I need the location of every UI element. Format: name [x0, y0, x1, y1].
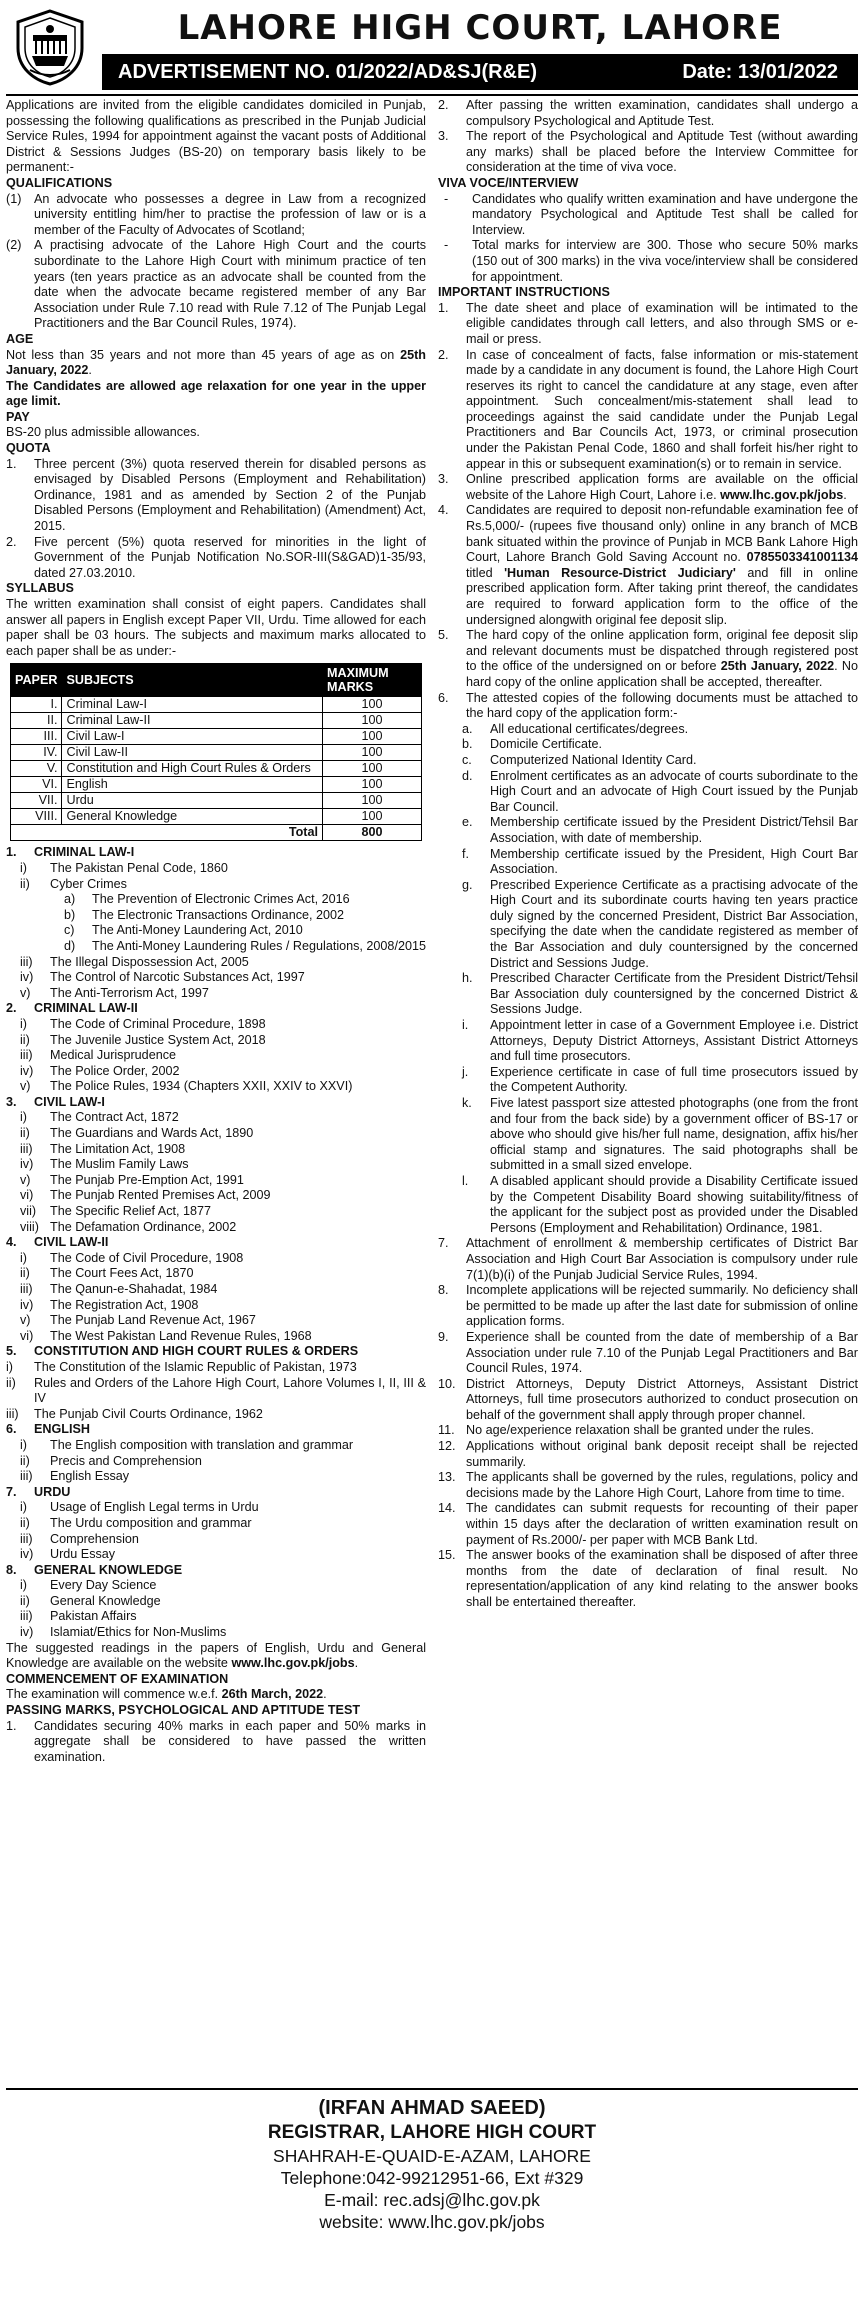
- list-item: ii) Precis and Comprehension: [20, 1453, 202, 1468]
- age-text: Not less than 35 years and not more than 45 years of age as on 25th January, 2022.: [6, 347, 427, 378]
- jobs-website-link[interactable]: www.lhc.gov.pk/jobs: [720, 487, 844, 502]
- column-header-subjects: SUBJECTS: [62, 664, 323, 697]
- syllabus-heading: SYLLABUS: [6, 581, 74, 596]
- paper-heading: 7. URDU: [6, 1484, 71, 1499]
- list-item: 2. After passing the written examination, candidates shall undergo a compulsory Psychological and Aptitude Test.: [438, 98, 858, 128]
- list-item: g. Prescribed Experience Certificate as a practising advocate of the High Court and its subordinate courts having ten years practice duly signed by the concerned President, District Bar Association, specifying the date when the candidate registered as member of the Bar Association and duly countersigned by the concerned District and Sessions Judge.: [462, 877, 858, 970]
- list-item: i) The English composition with translation and grammar: [20, 1437, 354, 1452]
- table-row: I. Criminal Law-I 100: [11, 697, 422, 713]
- list-item: 12. Applications without original bank deposit receipt shall be rejected summarily.: [438, 1439, 858, 1469]
- list-item: 7. Attachment of enrollment & membership certificates of District Bar Association and High Court Bar Association is compulsory under rule 7(1)(b)(i) of the Punjab Judicial Service Rules, 1994.: [438, 1236, 858, 1282]
- paper-heading: 1. CRIMINAL LAW-I: [6, 845, 135, 860]
- readings-text: The suggested readings in the papers of English, Urdu and General Knowledge are available on the website www.lhc.gov.pk/jobs.: [6, 1640, 426, 1671]
- intro-paragraph: Applications are invited from the eligible candidates domiciled in Punjab, possessing the following qualifications as prescribed in the Punjab Judicial Service Rules, 1994 for appointment against the vacant posts of Additional District & Sessions Judges (BS-20) on temporary basis likely to be permanent:-: [6, 98, 426, 175]
- list-item: ii) Cyber Crimes: [20, 876, 127, 891]
- list-item: iv) The Control of Narcotic Substances Act, 1997: [20, 970, 305, 985]
- viva-heading: VIVA VOCE/INTERVIEW: [438, 175, 579, 190]
- list-item: i. Appointment letter in case of a Government Employee i.e. District Attorneys, Deputy District Attorneys, Assistant District Attorneys and full time prosecutors.: [462, 1018, 858, 1064]
- list-item: 4. Candidates are required to deposit non-refundable examination fee of Rs.5,000/- (rupees five thousand only) online in any branch of MCB bank situated within the province of Punjab in MCB Bank Lahore High Court, Lahore Branch Gold Saving Account no. 0785503341001134 titled 'Human Resource-District Judiciary' and fill in online prescribed application form. After taking print thereof, the candidates are required to forward application form to the office of the undersigned alongwith original fee deposit slip.: [438, 503, 859, 627]
- list-item: ii) The Court Fees Act, 1870: [20, 1266, 194, 1281]
- commencement-heading: COMMENCEMENT OF EXAMINATION: [6, 1671, 229, 1686]
- list-item: 2. In case of concealment of facts, false information or mis-statement made by a candidate in any document is found, the Lahore High Court reserves its right to cancel the candidature at any stage, even after appointment. Such concealment/mis-statement shall lead to proceedings against the said candidate under the Punjab Legal Practitioners and Bar Councils Act, 1973, or criminal prosecution under the Pakistan Penal Code, 1860 and shall forfeit his/her right to appear in this or subsequent examination(s) or to remain in service.: [438, 347, 858, 471]
- list-item: ii) The Juvenile Justice System Act, 2018: [20, 1032, 266, 1047]
- table-row: II. Criminal Law-II 100: [11, 713, 422, 729]
- list-item: viii) The Defamation Ordinance, 2002: [20, 1219, 237, 1234]
- list-item: 13. The applicants shall be governed by the rules, regulations, policy and decisions made by the Lahore High Court, Lahore from time to time.: [438, 1470, 858, 1500]
- passing-heading: PASSING MARKS, PSYCHOLOGICAL AND APTITUDE TEST: [6, 1703, 361, 1718]
- left-column: [6, 98, 426, 1765]
- list-item: iv) Urdu Essay: [20, 1547, 116, 1562]
- readings-website-link[interactable]: www.lhc.gov.pk/jobs: [231, 1656, 355, 1671]
- list-item: v) The Punjab Land Revenue Act, 1967: [20, 1313, 256, 1328]
- list-item: b. Domicile Certificate.: [462, 737, 602, 752]
- list-item: c) The Anti-Money Laundering Act, 2010: [64, 923, 303, 938]
- table-total-row: Total 800: [11, 825, 422, 841]
- list-item: e. Membership certificate issued by the President District/Tehsil Bar Association, with date of membership.: [462, 815, 858, 845]
- list-item: 3. Online prescribed application forms are available on the official website of the Lahore High Court, Lahore i.e. www.lhc.gov.pk/jobs.: [438, 472, 858, 502]
- list-item: vi) The Punjab Rented Premises Act, 2009: [20, 1188, 271, 1203]
- list-item: i) Every Day Science: [20, 1578, 157, 1593]
- advertisement-bar: [102, 54, 858, 90]
- table-row: VIII. General Knowledge 100: [11, 809, 422, 825]
- pay-heading: PAY: [6, 409, 30, 424]
- pay-text: BS-20 plus admissible allowances.: [6, 425, 200, 440]
- list-item: iii) The Illegal Dispossession Act, 2005: [20, 954, 249, 969]
- registrar-name: (IRFAN AHMAD SAEED): [318, 2097, 546, 2119]
- list-item: c. Computerized National Identity Card.: [462, 752, 697, 767]
- list-item: 6. The attested copies of the following documents must be attached to the hard copy of the application form:-: [438, 690, 858, 721]
- list-item: 9. Experience shall be counted from the date of membership of a Bar Association under rule 7.10 of the Punjab Legal Practitioners and Bar Council Rules, 1974.: [438, 1329, 858, 1376]
- list-item: h. Prescribed Character Certificate from the President District/Tehsil Bar Association duly countersigned by the concerned District & Sessions Judge.: [462, 971, 858, 1017]
- registrar-designation: REGISTRAR, LAHORE HIGH COURT: [267, 2122, 597, 2143]
- list-item: (1) An advocate who possesses a degree in Law from a recognized university entitling him/her to practise the profession of law or is a member of the Faculty of Advocates of Scotland;: [6, 191, 426, 237]
- list-item: vii) The Specific Relief Act, 1877: [20, 1204, 212, 1219]
- qualifications-heading: QUALIFICATIONS: [6, 175, 113, 190]
- table-row: V. Constitution and High Court Rules & Orders 100: [11, 761, 422, 777]
- column-header-marks: MAXIMUM MARKS: [323, 664, 422, 697]
- list-item: 8. Incomplete applications will be rejected summarily. No deficiency shall be permitted to be made up after the last date for submission of online application forms.: [438, 1283, 858, 1329]
- list-item: iii) The Limitation Act, 1908: [20, 1141, 186, 1156]
- list-item: i) The Code of Civil Procedure, 1908: [20, 1250, 244, 1265]
- list-item: d) The Anti-Money Laundering Rules / Regulations, 2008/2015: [64, 938, 426, 953]
- account-number: 0785503341001134: [746, 550, 858, 565]
- list-item: i) The Pakistan Penal Code, 1860: [20, 860, 228, 875]
- table-row: VI. English 100: [11, 777, 422, 793]
- list-item: i) The Contract Act, 1872: [20, 1110, 179, 1125]
- list-item: 1. Three percent (3%) quota reserved therein for disabled persons as envisaged by Disabled Persons (Employment and Rehabilitation) Ordinance, 1981 and as amended by Section 2 of the Punjab Disabled Persons (Employment and Rehabilitation) (Amendment) Act, 2015.: [6, 456, 426, 534]
- syllabus-table: [10, 663, 422, 841]
- punjab-crest-icon: [12, 8, 88, 86]
- list-item: 11. No age/experience relaxation shall be granted under the rules.: [438, 1423, 814, 1438]
- paper-heading: 6. ENGLISH: [6, 1422, 90, 1437]
- table-row: VII. Urdu 100: [11, 793, 422, 809]
- list-item: 14. The candidates can submit requests for recounting of their paper within 15 days after the declaration of written examination result on payment of Rs.2000/- per paper with MCB Bank Ltd.: [438, 1501, 858, 1547]
- page-title: LAHORE HIGH COURT, LAHORE: [177, 8, 783, 48]
- list-item: i) The Code of Criminal Procedure, 1898: [20, 1016, 266, 1031]
- registrar-address: SHAHRAH-E-QUAID-E-AZAM, LAHORE: [273, 2146, 591, 2166]
- list-item: 1. The date sheet and place of examination will be intimated to the eligible candidates through call letters, and also through SMS or e-mail or press.: [438, 300, 858, 346]
- footer-signature: [6, 2088, 858, 2233]
- list-item: iv) Islamiat/Ethics for Non-Muslims: [20, 1625, 227, 1640]
- commencement-text: The examination will commence w.e.f. 26th March, 2022.: [6, 1687, 327, 1702]
- list-item: iv) The Police Order, 2002: [20, 1063, 180, 1078]
- list-item: ii) The Urdu composition and grammar: [20, 1515, 252, 1530]
- list-item: ii) Rules and Orders of the Lahore High Court, Lahore Volumes I, II, III & IV: [6, 1375, 426, 1406]
- advertisement-page: [6, 4, 858, 2301]
- list-item: - Candidates who qualify written examination and have undergone the mandatory Psychological and Aptitude Test shall be called for Interview.: [444, 191, 858, 237]
- age-relaxation: The Candidates are allowed age relaxation for one year in the upper age limit.: [6, 378, 426, 409]
- list-item: f. Membership certificate issued by the President, High Court Bar Association.: [462, 846, 858, 877]
- list-item: iv) The Registration Act, 1908: [20, 1297, 199, 1312]
- paper-heading: 8. GENERAL KNOWLEDGE: [6, 1562, 183, 1577]
- paper-heading: 2. CRIMINAL LAW-II: [6, 1001, 138, 1016]
- list-item: 10. District Attorneys, Deputy District Attorneys, Assistant District Attorneys, full time prosecutors authorized to conduct prosecution on behalf of the government shall apply through proper channel.: [438, 1376, 858, 1422]
- list-item: l. A disabled applicant should provide a Disability Certificate issued by the Competent Disability Board showing suitability/fitness of the applicant for the subject post as provided under the Disabled Persons (Employment and Rehabilitation) Ordinance, 1981.: [462, 1173, 858, 1235]
- account-title: 'Human Resource-District Judiciary': [504, 565, 736, 580]
- column-header-paper: PAPER: [11, 664, 62, 697]
- list-item: 15. The answer books of the examination shall be disposed of after three months from the date of declaration of final result. No representation/application of any kind relating to the answer books shall be entertained thereafter.: [438, 1548, 858, 1609]
- syllabus-text: The written examination shall consist of eight papers. Candidates shall answer all papers in English except Paper VII, Urdu. Time allowed for each paper shall be 03 hours. The subjects and maximum marks allocated to each paper shall be as under:-: [6, 597, 426, 658]
- list-item: b) The Electronic Transactions Ordinance, 2002: [64, 907, 345, 922]
- age-heading: AGE: [6, 331, 34, 346]
- list-item: a. All educational certificates/degrees.: [462, 721, 689, 736]
- list-item: iii) English Essay: [20, 1469, 130, 1484]
- telephone: Telephone:042-99212951-66, Ext #329: [280, 2168, 584, 2188]
- list-item: iii) Medical Jurisprudence: [20, 1048, 176, 1063]
- list-item: ii) The Guardians and Wards Act, 1890: [20, 1126, 254, 1141]
- advertisement-date: Date: 13/01/2022: [682, 61, 838, 83]
- list-item: a) The Prevention of Electronic Crimes Act, 2016: [64, 892, 350, 907]
- list-item: (2) A practising advocate of the Lahore High Court and the courts subordinate to the Lahore High Court with minimum practice of ten years (ten years practice as an advocate shall be counted from the date when the advocate became registered member of any Bar Association under Rule 7.10 read with Rule 7.12 of The Punjab Legal Practitioners and the Bar Council Rules, 1974).: [6, 238, 426, 331]
- paper-heading: 5. CONSTITUTION AND HIGH COURT RULES & ORDERS: [6, 1344, 359, 1359]
- list-item: - Total marks for interview are 300. Those who secure 50% marks (150 out of 300 marks) in the viva voce/interview shall be considered for appointment.: [444, 238, 858, 284]
- header: [6, 4, 858, 96]
- list-item: 3. The report of the Psychological and Aptitude Test (without awarding any marks) shall be placed before the Interview Committee for consideration at the time of viva voce.: [438, 129, 858, 175]
- list-item: iv) The Muslim Family Laws: [20, 1157, 189, 1172]
- right-column: [438, 98, 858, 1611]
- list-item: i) The Constitution of the Islamic Republic of Pakistan, 1973: [6, 1359, 357, 1374]
- list-item: 1. Candidates securing 40% marks in each paper and 50% marks in aggregate shall be considered to have passed the written examination.: [6, 1718, 426, 1764]
- list-item: iii) Pakistan Affairs: [20, 1609, 137, 1624]
- instructions-heading: IMPORTANT INSTRUCTIONS: [438, 285, 610, 300]
- list-item: iii) Comprehension: [20, 1531, 139, 1546]
- list-item: 2. Five percent (5%) quota reserved for minorities in the light of Government of the Punjab Notification No.SOR-III(S&GAD)1-35/93, dated 27.03.2010.: [6, 534, 426, 580]
- table-row: III. Civil Law-I 100: [11, 729, 422, 745]
- list-item: 5. The hard copy of the online application form, original fee deposit slip and relevant documents must be dispatched through registered post to the office of the undersigned on or before 25th January, 2022. No hard copy of the online application shall be accepted, thereafter.: [438, 628, 858, 689]
- table-row: IV. Civil Law-II 100: [11, 745, 422, 761]
- content-columns: [6, 98, 858, 2073]
- list-item: d. Enrolment certificates as an advocate of courts subordinate to the High Court and an advocate of High Court issued by the Punjab Bar Council.: [462, 768, 858, 814]
- quota-heading: QUOTA: [6, 441, 51, 456]
- list-item: v) The Anti-Terrorism Act, 1997: [20, 985, 209, 1000]
- list-item: v) The Punjab Pre-Emption Act, 1991: [20, 1172, 244, 1187]
- list-item: i) Usage of English Legal terms in Urdu: [20, 1500, 259, 1515]
- list-item: iii) The Punjab Civil Courts Ordinance, 1962: [6, 1406, 263, 1421]
- list-item: ii) General Knowledge: [20, 1593, 161, 1608]
- list-item: j. Experience certificate in case of full time prosecutors issued by the Competent Authority.: [462, 1064, 858, 1095]
- website-link[interactable]: website: www.lhc.gov.pk/jobs: [319, 2212, 545, 2232]
- paper-heading: 4. CIVIL LAW-II: [6, 1235, 109, 1250]
- paper-heading: 3. CIVIL LAW-I: [6, 1094, 105, 1109]
- list-item: vi) The West Pakistan Land Revenue Rules, 1968: [20, 1328, 312, 1343]
- email-link[interactable]: E-mail: rec.adsj@lhc.gov.pk: [324, 2190, 540, 2210]
- advertisement-number: ADVERTISEMENT NO. 01/2022/AD&SJ(R&E): [118, 61, 537, 83]
- list-item: v) The Police Rules, 1934 (Chapters XXII, XXIV to XXVI): [20, 1079, 353, 1094]
- list-item: k. Five latest passport size attested photographs (one from the front and four from the back side) by a government officer of BS-17 or above who should give his/her full name, designation, affix his/her official stamp and signatures. The said photographs shall be submitted in a small sized envelope.: [462, 1096, 858, 1173]
- list-item: iii) The Qanun-e-Shahadat, 1984: [20, 1282, 218, 1296]
